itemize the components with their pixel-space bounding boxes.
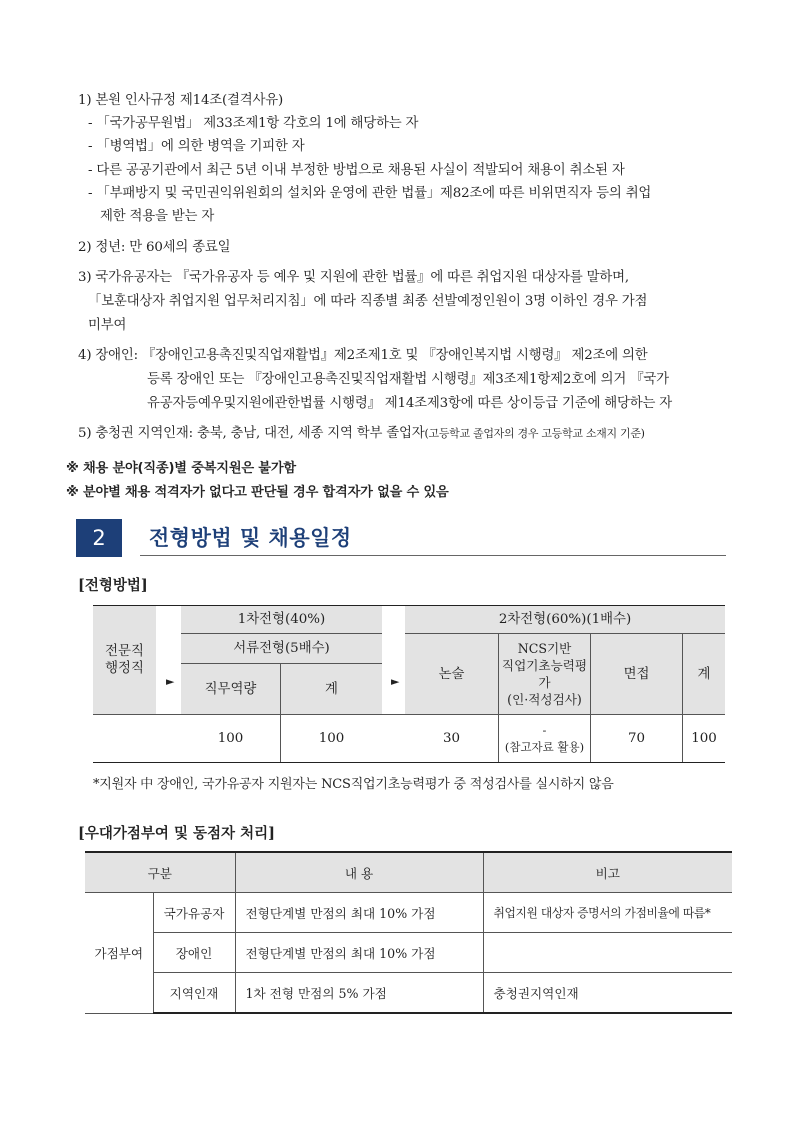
table-row: [85, 893, 732, 933]
job-category: 전문직 행정직: [93, 606, 156, 714]
note-duplicate: ※ 채용 분야(직종)별 중복지원은 불가함: [66, 461, 296, 476]
row-type: 국가유공자: [153, 893, 235, 933]
header-remark: 비고: [483, 852, 732, 893]
table-row: [85, 933, 732, 973]
value-stage2-total: 100: [691, 731, 717, 746]
row-note: 충청권지역인재: [483, 973, 732, 1014]
table-row: [85, 973, 732, 1014]
col-stage2-total: 계: [683, 634, 725, 714]
method-footnote: *지원자 中 장애인, 국가유공자 지원자는 NCS직업기초능력평가 중 적성검사를 실시하지 않음: [93, 777, 614, 792]
item1-sub: - 「병역법」에 의한 병역을 기피한 자: [88, 139, 305, 154]
item3-line: 3) 국가유공자는 『국가유공자 등 예우 및 지원에 관한 법률』에 따른 취업지원 대상자를 말하며,: [78, 270, 629, 285]
note-no-pass: ※ 분야별 채용 적격자가 없다고 판단될 경우 합격자가 없을 수 있음: [66, 485, 449, 500]
item5-main: 5) 충청권 지역인재: 충북, 충남, 대전, 세종 지역 학부 졸업자: [78, 426, 425, 441]
col-ncs: NCS기반 직업기초능력평가 (인·적성검사): [499, 634, 591, 714]
item4-line: 등록 장애인 또는 『장애인고용촉진및직업재활법 시행령』제3조제1항제2호에 의거 『국가: [147, 372, 669, 387]
item1-sub: - 다른 공공기관에서 최근 5년 이내 부정한 방법으로 채용된 사실이 적발되어 채용이 취소된 자: [88, 163, 625, 178]
row-note: 취업지원 대상자 증명서의 가점비율에 따름*: [483, 893, 732, 933]
col-stage1-total: 계: [281, 664, 382, 714]
stage1-header: 1차전형(40%): [181, 606, 382, 634]
col-essay: 논술: [405, 634, 499, 714]
col-interview: 면접: [591, 634, 683, 714]
header-content: 내 용: [235, 852, 483, 893]
row-content: 1차 전형 만점의 5% 가점: [235, 973, 483, 1014]
item1-title: 1) 본원 인사규정 제14조(결격사유): [78, 93, 284, 108]
value-competency: 100: [181, 715, 281, 762]
section-number: 2: [76, 519, 122, 557]
item1-sub-cont: 제한 적용을 받는 자: [100, 209, 215, 224]
item5: [78, 424, 645, 444]
item3-line: 미부여: [88, 318, 127, 333]
row-content: 전형단계별 만점의 최대 10% 가점: [235, 893, 483, 933]
item1-sub: - 「부패방지 및 국민권익위원회의 설치와 운영에 관한 법률」제82조에 따른 비위면직자 등의 취업: [88, 186, 652, 201]
value-stage1-total: 100: [318, 731, 345, 746]
item5-small: (고등학교 졸업자의 경우 고등학교 소재지 기준): [424, 427, 645, 440]
bonus-table: [85, 851, 732, 1014]
item4-line: 유공자등예우및지원에관한법률 시행령』 제14조제3항에 따른 상이등급 기준에 해당하는 자: [147, 396, 673, 411]
value-interview: 70: [591, 715, 683, 762]
row-content: 전형단계별 만점의 최대 10% 가점: [235, 933, 483, 973]
item3-line: 「보훈대상자 취업지원 업무처리지침」에 따라 직종별 최종 선발예정인원이 3명 이하인 경우 가점: [88, 294, 648, 309]
stage2-header: 2차전형(60%)(1배수): [405, 606, 725, 634]
row-note: [483, 933, 732, 973]
item1-sub: - 「국가공무원법」 제33조제1항 각호의 1에 해당하는 자: [88, 116, 419, 131]
value-ncs: - (참고자료 활용): [499, 715, 591, 762]
bonus-heading: [우대가점부여 및 동점자 처리]: [78, 825, 275, 842]
row-type: 장애인: [153, 933, 235, 973]
arrow-icon: ►: [391, 675, 400, 688]
col-competency: 직무역량: [181, 664, 281, 714]
method-heading: [전형방법]: [78, 577, 148, 594]
arrow-icon: ►: [166, 675, 175, 688]
item4-line: 4) 장애인: 『장애인고용촉진및직업재활법』제2조제1호 및 『장애인복지법 시행령』 제2조에 의한: [78, 348, 648, 363]
row-type: 지역인재: [153, 973, 235, 1014]
value-essay: 30: [405, 715, 499, 762]
header-category: 구분: [85, 852, 235, 893]
section-title: 전형방법 및 채용일정: [149, 526, 352, 550]
group-cell: 가점부여: [85, 893, 153, 1014]
section-underline: [140, 555, 726, 556]
item2: 2) 정년: 만 60세의 종료일: [78, 240, 231, 255]
stage1-sub: 서류전형(5배수): [181, 634, 382, 664]
